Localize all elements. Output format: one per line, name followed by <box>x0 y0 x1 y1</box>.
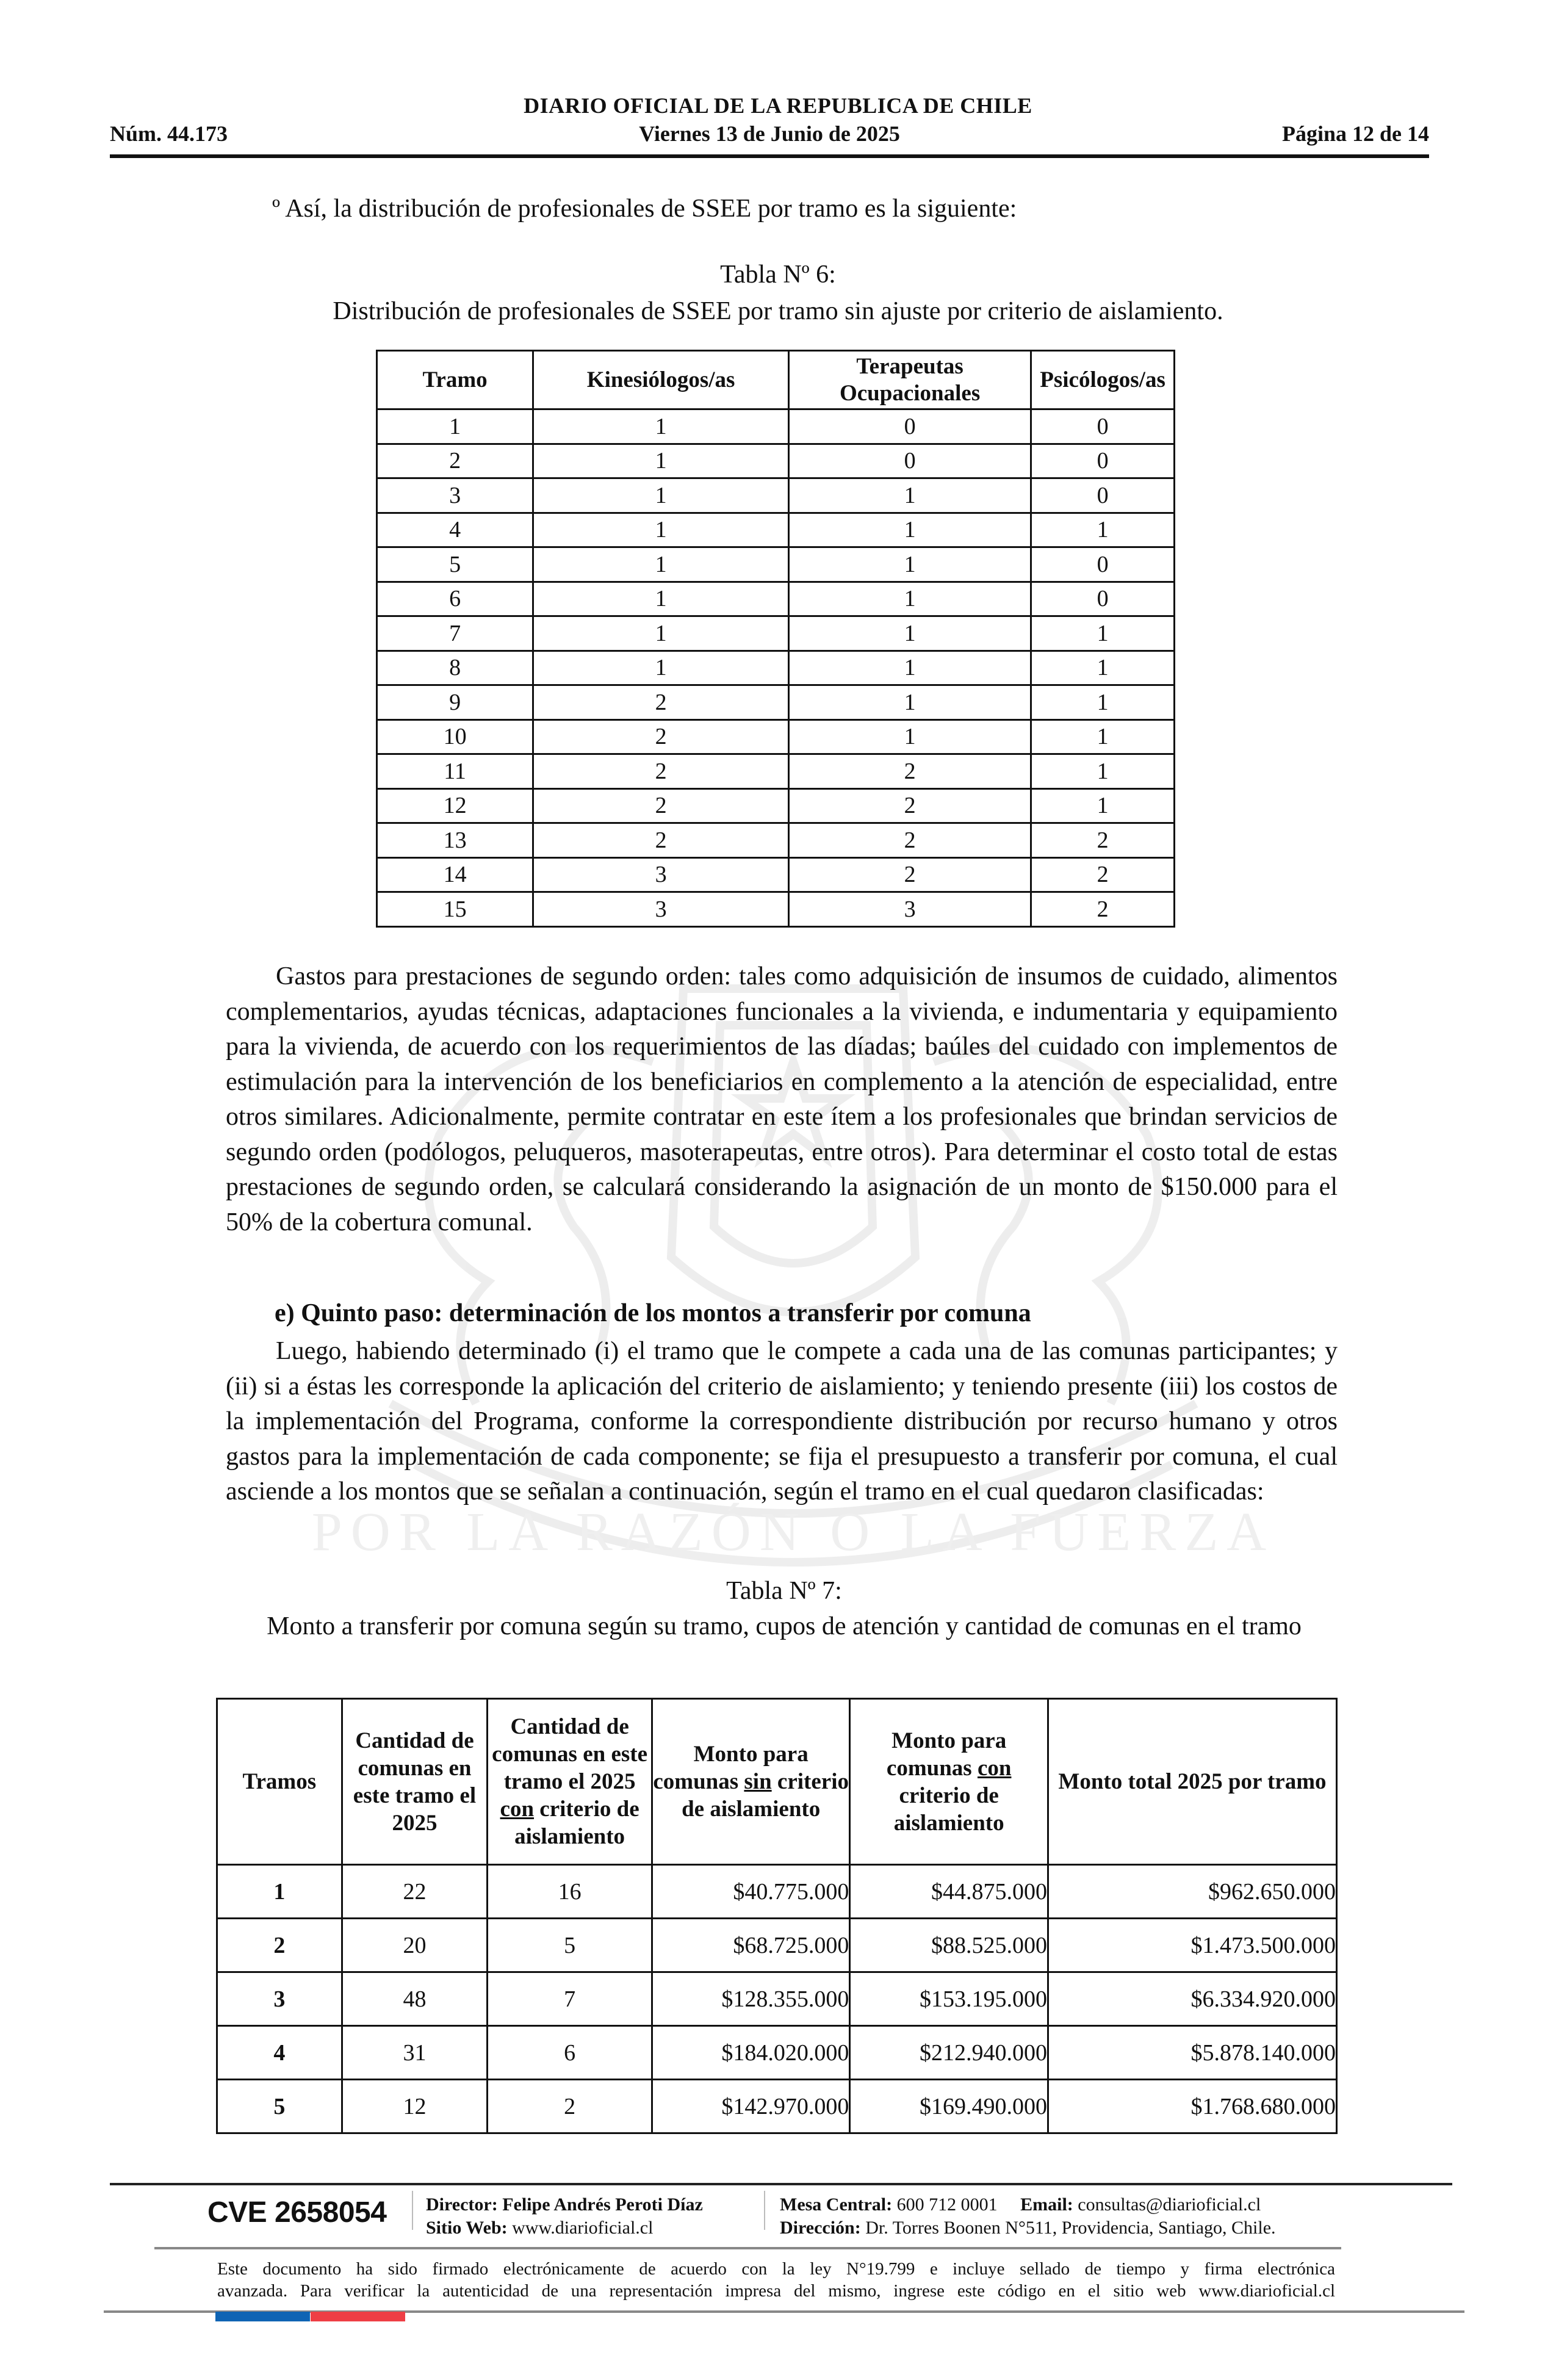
table-row: 6 1 1 0 <box>377 582 1175 616</box>
footer-separator <box>764 2191 765 2230</box>
intro-text: º Así, la distribución de profesionales de SSEE por tramo es la siguiente: <box>272 195 1017 223</box>
table-row: 3 48 7 $128.355.000 $153.195.000 $6.334.920.000 <box>217 1972 1337 2026</box>
legal-notice: Este documento ha sido firmado electrónicamente de acuerdo con la ley N°19.799 e incluye sellado de tiempo y firma electrónica avanzada. Para verificar la autenticidad de una representación impresa del mismo, ingrese este código en el sitio web www.diarioficial.cl <box>217 2259 1335 2301</box>
footer-separator <box>412 2191 413 2230</box>
table-row: 10 2 1 1 <box>377 719 1175 754</box>
table-row: 8 1 1 1 <box>377 651 1175 685</box>
publication-title: DIARIO OFICIAL DE LA REPUBLICA DE CHILE <box>524 93 1032 118</box>
table6-caption-title: Tabla Nº 6: <box>720 261 836 289</box>
table-header-row <box>217 1699 1337 1865</box>
col-header-tramos: Tramos <box>217 1699 342 1865</box>
paragraph-gastos: Gastos para prestaciones de segundo orden: tales como adquisición de insumos de cuidado, alimentos complementarios, ayudas técnicas, adaptaciones funcionales a la vivienda, e indumentaria y equipamiento para la vivienda, de acuerdo con los requerimientos de las díadas; baúles del cuidado con implementos de estimulación para la intervención de los beneficiarios en complemento a la atención de especialidad, entre otros similares. Adicionalmente, permite contratar en este ítem a los profesionales que brindan servicios de segundo orden (podólogos, peluqueros, masoterapeutas, entre otros). Para determinar el costo total de estas prestaciones de segundo orden, se calculará considerando la asignación de un monto de $150.000 para el 50% de la cobertura comunal. <box>226 962 1338 1236</box>
phone-number: 600 712 0001 <box>896 2194 998 2215</box>
table-header-row <box>377 351 1175 409</box>
website-link[interactable]: www.diarioficial.cl <box>512 2218 654 2238</box>
col-header-psicologos: Psicólogos/as <box>1031 351 1175 409</box>
table-row: 9 2 1 1 <box>377 685 1175 720</box>
col-header-tramo: Tramo <box>377 351 533 409</box>
col-header-terapeutas: Terapeutas Ocupacionales <box>789 351 1031 409</box>
table-row: 2 1 0 0 <box>377 444 1175 478</box>
table-row: 11 2 2 1 <box>377 754 1175 789</box>
table6-caption-subtitle: Distribución de profesionales de SSEE por tramo sin ajuste por criterio de aislamiento. <box>333 297 1223 325</box>
col-header-monto-total: Monto total 2025 por tramo <box>1048 1699 1336 1865</box>
table-row: 14 3 2 2 <box>377 857 1175 892</box>
table-row: 13 2 2 2 <box>377 823 1175 858</box>
col-header-cantidad-comunas: Cantidad de comunas en este tramo el 2025 <box>342 1699 488 1865</box>
col-header-kinesiologos: Kinesiólogos/as <box>533 351 789 409</box>
footer-contact-block: Mesa Central: 600 712 0001 Email: consultas@diarioficial.cl Dirección: Dr. Torres Boonen N°511, Providencia, Santiago, Chile. <box>780 2194 1276 2238</box>
issue-date: Viernes 13 de Junio de 2025 <box>639 121 900 146</box>
table-row: 4 1 1 1 <box>377 513 1175 547</box>
table-row: 1 22 16 $40.775.000 $44.875.000 $962.650.000 <box>217 1865 1337 1919</box>
table-row: 7 1 1 1 <box>377 616 1175 651</box>
table6-professionals-distribution <box>376 350 1175 928</box>
svg-text:POR LA RAZÓN O LA FUERZA: POR LA RAZÓN O LA FUERZA <box>311 1502 1275 1562</box>
cve-code: CVE 2658054 <box>207 2196 387 2229</box>
table-row: 3 1 1 0 <box>377 478 1175 513</box>
table-row: 4 31 6 $184.020.000 $212.940.000 $5.878.140.000 <box>217 2026 1337 2080</box>
director-name: Felipe Andrés Peroti Díaz <box>502 2194 703 2215</box>
page-indicator: Página 12 de 14 <box>1281 121 1429 146</box>
col-header-monto-con-criterio: Monto para comunas con criterio de aislamiento <box>850 1699 1048 1865</box>
table7-caption <box>226 1573 1342 1644</box>
flag-stripe-red <box>311 2312 405 2321</box>
table6-caption <box>0 256 1556 330</box>
table-row: 15 3 3 2 <box>377 892 1175 927</box>
table7-caption-title: Tabla Nº 7: <box>726 1577 842 1605</box>
issue-number: Núm. 44.173 <box>110 121 228 146</box>
table-row: 2 20 5 $68.725.000 $88.525.000 $1.473.500.000 <box>217 1919 1337 1972</box>
email-link[interactable]: consultas@diarioficial.cl <box>1078 2194 1261 2215</box>
table7-transfer-amounts <box>216 1698 1338 2134</box>
table-row: 5 1 1 0 <box>377 547 1175 582</box>
address: Dr. Torres Boonen N°511, Providencia, Santiago, Chile. <box>865 2218 1276 2238</box>
footer-director-block: Director: Felipe Andrés Peroti Díaz Sitio Web: www.diarioficial.cl <box>426 2194 703 2238</box>
section-e-heading: e) Quinto paso: determinación de los montos a transferir por comuna <box>275 1299 1031 1327</box>
header-row <box>110 121 1429 146</box>
flag-stripe-blue <box>215 2312 310 2321</box>
col-header-cantidad-con-criterio: Cantidad de comunas en este tramo el 2025 con criterio de aislamiento <box>488 1699 652 1865</box>
table-row: 1 1 0 0 <box>377 409 1175 444</box>
table7-caption-subtitle: Monto a transferir por comuna según su tramo, cupos de atención y cantidad de comunas en el tramo <box>267 1612 1302 1640</box>
table-row: 5 12 2 $142.970.000 $169.490.000 $1.768.680.000 <box>217 2080 1337 2133</box>
footer-divider-middle <box>154 2247 1341 2249</box>
col-header-monto-sin-criterio: Monto para comunas sin criterio de aislamiento <box>652 1699 850 1865</box>
header-divider <box>110 154 1429 158</box>
paragraph-section-e: Luego, habiendo determinado (i) el tramo que le compete a cada una de las comunas participantes; y (ii) si a éstas les corresponde la aplicación del criterio de aislamiento; y teniendo presente (iii) los costos de la implementación del Programa, conforme la correspondiente distribución por recurso humano y otros gastos para la implementación de cada componente; se fija el presupuesto a transferir por comuna, el cual asciende a los montos que se señalan a continuación, según el tramo en el cual quedaron clasificadas: <box>226 1337 1338 1506</box>
table-row: 12 2 2 1 <box>377 788 1175 823</box>
footer-divider-top <box>110 2183 1452 2185</box>
